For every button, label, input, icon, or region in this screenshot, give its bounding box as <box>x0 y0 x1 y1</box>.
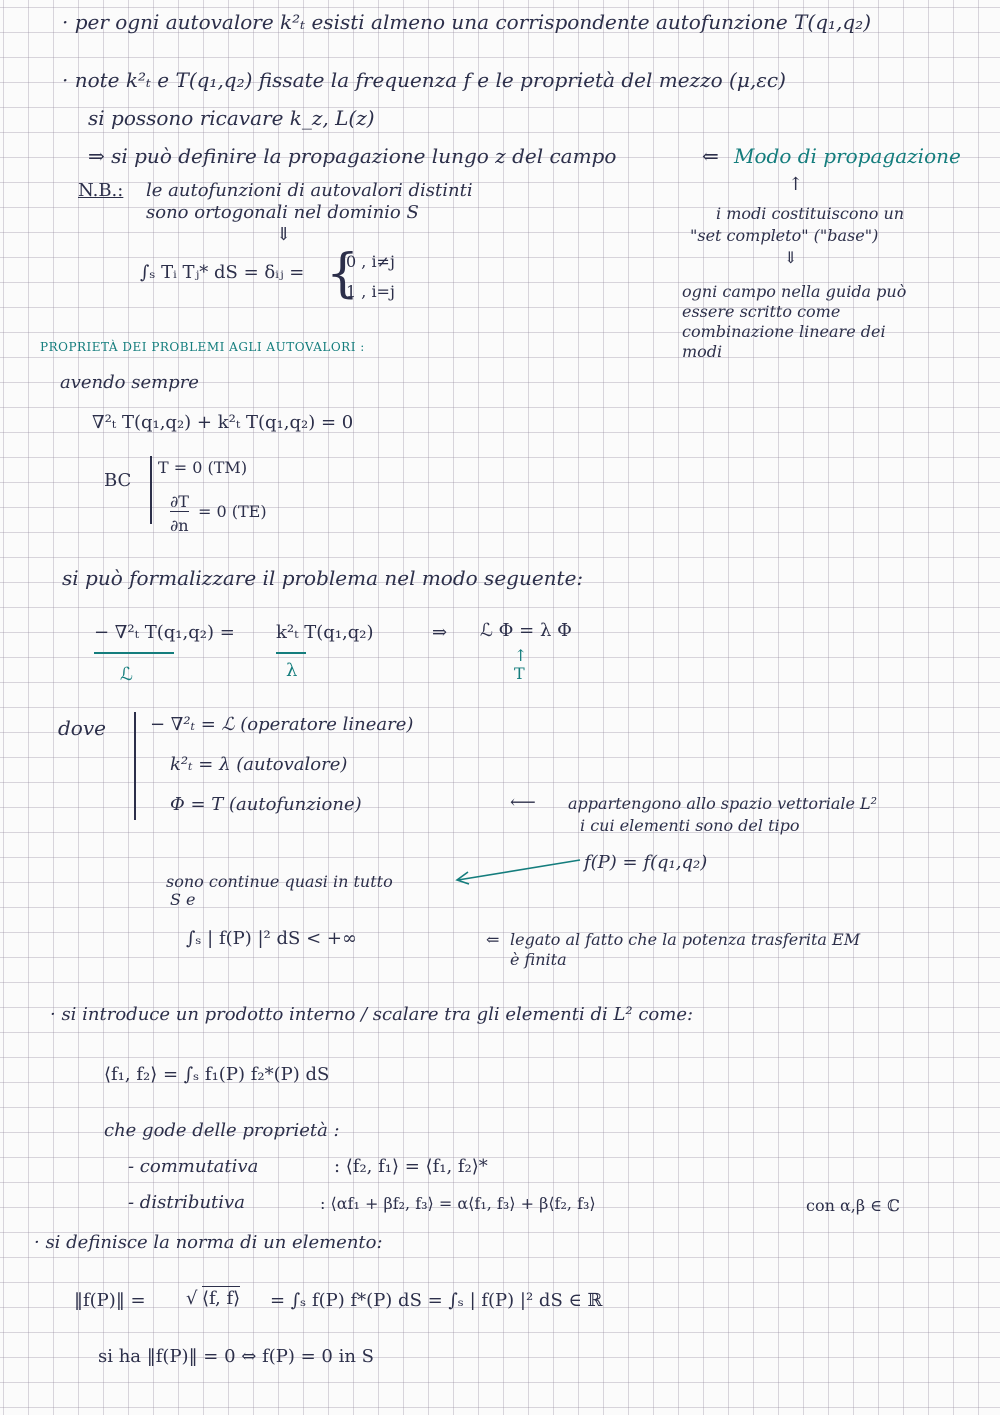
inner-intro: · si introduce un prodotto interno / scalare tra gli elementi di L² come: <box>50 1004 694 1025</box>
cont-text-2: S e <box>170 890 196 909</box>
power-text-1: legato al fatto che la potenza trasferita EM <box>510 930 861 949</box>
eigen-rhs: k²ₜ T(q₁,q₂) <box>276 622 374 643</box>
eigen-rhs-underline <box>276 652 306 654</box>
nb-text-2: sono ortogonali nel dominio S <box>146 202 419 223</box>
modes-text-2: "set completo" ("base") <box>690 226 879 245</box>
text-line-2: · note k²ₜ e T(q₁,q₂) fissate la frequenza f e le proprietà del mezzo (μ,εc) <box>62 68 786 92</box>
text-line-1: · per ogni autovalore k²ₜ esisti almeno una corrispondente autofunzione T(q₁,q₂) <box>62 10 872 34</box>
cont-arrow-icon <box>452 856 582 886</box>
mode-arrow-icon: ⇐ <box>702 144 719 168</box>
distributive-cond: con α,β ∈ ℂ <box>806 1196 900 1215</box>
nb-down-arrow-icon: ⇓ <box>276 224 292 245</box>
helmholtz-equation: ∇²ₜ T(q₁,q₂) + k²ₜ T(q₁,q₂) = 0 <box>92 412 354 433</box>
bc-label: BC <box>104 470 132 491</box>
field-text-1: ogni campo nella guida può <box>682 282 907 301</box>
eigen-lhs: − ∇²ₜ T(q₁,q₂) = <box>94 622 235 643</box>
eigen-operator-eq: ℒ Φ = λ Φ <box>480 620 572 641</box>
power-arrow-icon: ⇐ <box>486 930 500 949</box>
def-eigenvalue: k²ₜ = λ (autovalore) <box>170 754 348 775</box>
mode-label: Modo di propagazione <box>734 144 961 168</box>
norm-integral: ∫ₛ | f(P) |² dS < +∞ <box>186 928 357 949</box>
bc-te-num: ∂T <box>170 492 189 511</box>
commutative-eq: : ⟨f₂, f₁⟩ = ⟨f₁, f₂⟩* <box>334 1156 488 1177</box>
bc-tm: T = 0 (TM) <box>158 458 248 477</box>
eigen-up-arrow-icon: ↑ <box>514 646 528 665</box>
fp-definition: f(P) = f(q₁,q₂) <box>584 852 708 873</box>
orth-case-1: 0 , i≠j <box>346 252 395 271</box>
nb-label: N.B.: <box>78 180 124 201</box>
modes-down-arrow-icon: ⇓ <box>784 248 798 267</box>
properties-text: che gode delle proprietà : <box>104 1120 340 1141</box>
dove-text: dove <box>58 716 106 740</box>
commutative-label: - commutativa <box>128 1156 259 1177</box>
field-text-2: essere scritto come <box>682 302 841 321</box>
space-text-1: appartengono allo spazio vettoriale L² <box>568 794 878 813</box>
def-arrow-icon: ⟵ <box>510 792 536 813</box>
bc-te-rest: = 0 (TE) <box>198 502 267 521</box>
orth-case-2: 1 , i=j <box>346 282 395 301</box>
norm-rest: = ∫ₛ f(P) f*(P) dS = ∫ₛ | f(P) |² dS ∈ ℝ <box>270 1290 603 1311</box>
dove-brace <box>134 712 136 820</box>
avendo-text: avendo sempre <box>60 372 199 393</box>
norm-zero: si ha ‖f(P)‖ = 0 ⇔ f(P) = 0 in S <box>98 1346 375 1367</box>
def-eigenfunction: Φ = T (autofunzione) <box>170 794 362 815</box>
field-text-3: combinazione lineare dei <box>682 322 886 341</box>
bc-te-den: ∂n <box>170 516 189 535</box>
section-title: PROPRIETÀ DEI PROBLEMI AGLI AUTOVALORI : <box>40 340 365 354</box>
distributive-eq: : ⟨αf₁ + βf₂, f₃⟩ = α⟨f₁, f₃⟩ + β⟨f₂, f₃⟩ <box>320 1194 596 1213</box>
eigen-implies-icon: ⇒ <box>432 622 448 643</box>
text-line-3: si possono ricavare k_z, L(z) <box>88 106 375 130</box>
orthogonality-integral: ∫ₛ Tᵢ Tⱼ* dS = δᵢⱼ = <box>140 262 305 283</box>
power-text-2: è finita <box>510 950 567 969</box>
eigen-lhs-underline <box>94 652 174 654</box>
eigen-lambda-label: λ <box>286 660 298 681</box>
norm-sqrt-symbol: √ <box>186 1288 198 1309</box>
eigen-L-label: ℒ <box>120 664 133 685</box>
norm-intro: · si definisce la norma di un elemento: <box>34 1232 383 1253</box>
modes-text-1: i modi costituiscono un <box>716 204 905 223</box>
distributive-label: - distributiva <box>128 1192 245 1213</box>
formalize-text: si può formalizzare il problema nel modo seguente: <box>62 566 584 590</box>
bc-brace <box>150 456 152 524</box>
eigen-T-label: T <box>514 664 525 683</box>
up-arrow-icon: ↑ <box>788 174 804 195</box>
cont-text-1: sono continue quasi in tutto <box>166 872 393 891</box>
norm-sqrt: ⟨f, f⟩ <box>202 1288 241 1309</box>
nb-text-1: le autofunzioni di autovalori distinti <box>146 180 473 201</box>
field-text-4: modi <box>682 342 723 361</box>
inner-definition: ⟨f₁, f₂⟩ = ∫ₛ f₁(P) f₂*(P) dS <box>104 1064 330 1085</box>
def-operator: − ∇²ₜ = ℒ (operatore lineare) <box>150 714 414 735</box>
text-line-4: ⇒ si può definire la propagazione lungo z del campo <box>88 144 617 168</box>
orth-brace: { <box>326 244 360 304</box>
norm-lhs: ‖f(P)‖ = <box>74 1290 146 1311</box>
space-text-2: i cui elementi sono del tipo <box>580 816 800 835</box>
